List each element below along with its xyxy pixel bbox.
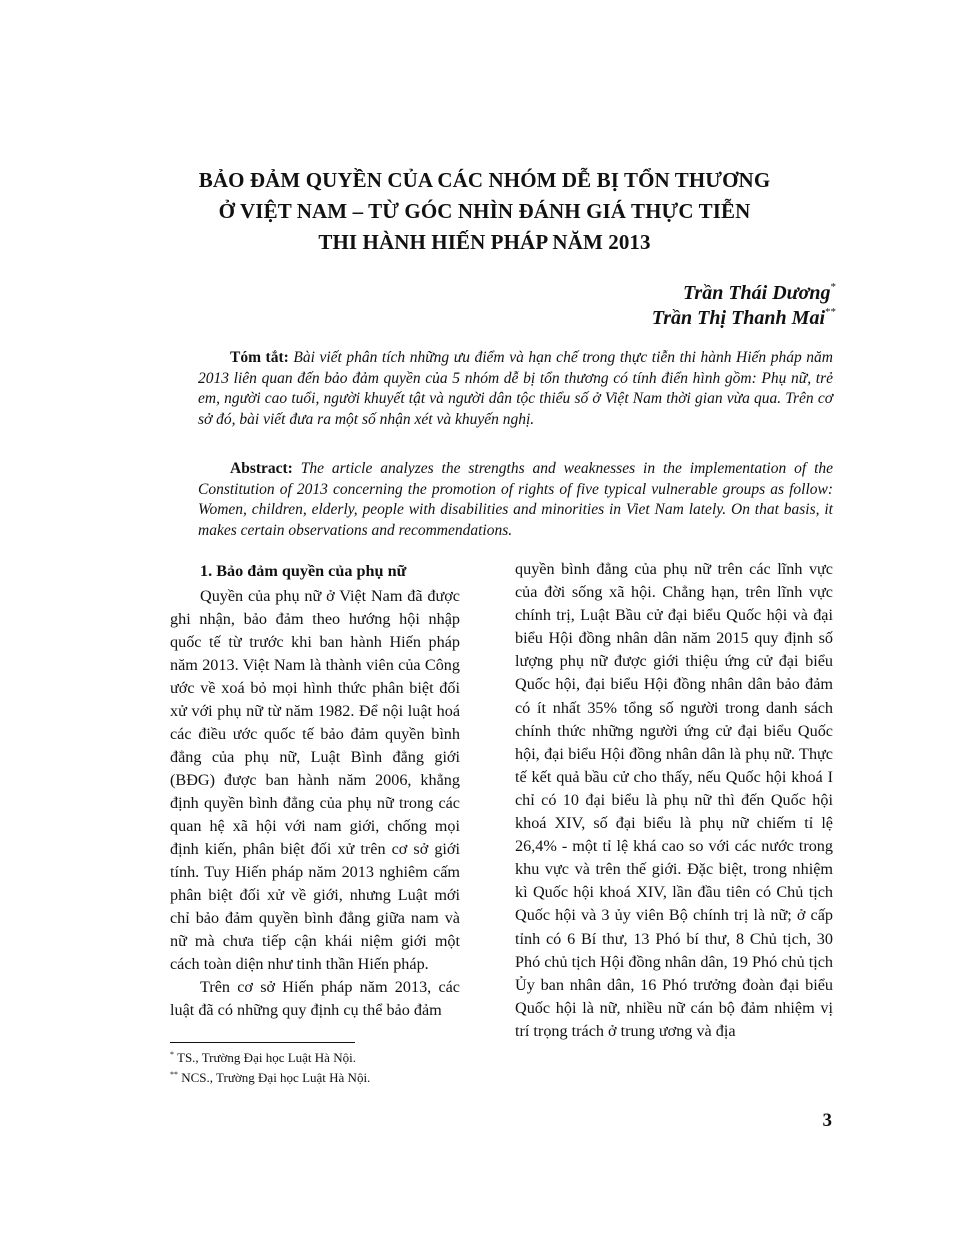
page-number: 3 [822, 1110, 832, 1131]
english-abstract [198, 459, 833, 541]
author-2 [652, 306, 836, 330]
summary-label: Tóm tắt: [230, 349, 289, 366]
author-name: Trần Thị Thanh Mai [651, 307, 825, 329]
body-paragraph: Trên cơ sở Hiến pháp năm 2013, các luật đã có những quy định cụ thể bảo đảm [170, 978, 460, 1019]
title-line: Ở VIỆT NAM – TỪ GÓC NHÌN ĐÁNH GIÁ THỰC TIỄN [218, 199, 751, 223]
right-column [515, 558, 833, 1043]
author-1 [683, 281, 836, 305]
footnote [170, 1049, 356, 1066]
footnote-text: TS., Trường Đại học Luật Hà Nội. [177, 1050, 356, 1065]
abstract-text: The article analyzes the strengths and weaknesses in the implementation of the Constitution of 2013 concerning the promotion of rights of five typical vulnerable groups as follow: Women, children, elderly, people with disabilities and minorities in Viet Nam lately. On that basis, it makes certain observations and recommendations. [198, 460, 834, 539]
author-footnote-mark: * [830, 281, 836, 293]
body-paragraph: quyền bình đẳng của phụ nữ trên các lĩnh vực của đời sống xã hội. Chẳng hạn, trên lĩnh vực chính trị, Luật Bầu cử đại biểu Quốc hội và đại biểu Hội đồng nhân dân năm 2015 quy định số lượng phụ nữ được giới thiệu ứng cử đại biểu Quốc hội, đại biểu Hội đồng nhân dân bảo đảm có ít nhất 35% tổng số người trong danh sách chính thức những người ứng cử đại biểu Quốc hội, đại biểu Hội đồng nhân dân là phụ nữ. Thực tế kết quả bầu cử cho thấy, nếu Quốc hội khoá I chỉ có 10 đại biểu là phụ nữ thì đến Quốc hội khoá XIV, số đại biểu là phụ nữ chiếm tỉ lệ 26,4% - một tỉ lệ khá cao so với các nước trong khu vực và trên thế giới. Đặc biệt, trong nhiệm kì Quốc hội khoá XIV, lần đầu tiên có Chủ tịch Quốc hội và 3 ủy viên Bộ chính trị là nữ; ở cấp tỉnh có 6 Bí thư, 13 Phó bí thư, 8 Chủ tịch, 30 Phó chủ tịch Hội đồng nhân dân, 19 Phó chủ tịch Ủy ban nhân dân, 16 Phó trưởng đoàn đại biểu Quốc hội là nữ, nhiều nữ cán bộ đảm nhiệm vị trí trọng trách ở trung ương và địa [515, 560, 833, 1040]
body-paragraph: Quyền của phụ nữ ở Việt Nam đã được ghi nhận, bảo đảm theo hướng hội nhập quốc tế từ trước khi ban hành Hiến pháp năm 2013. Việt Nam là thành viên của Công ước về xoá bỏ mọi hình thức phân biệt đối xử với phụ nữ từ năm 1982. Để nội luật hoá các điều ước quốc tế bảo đảm quyền bình đẳng của phụ nữ, Luật Bình đẳng giới (BĐG) được ban hành năm 2006, khẳng định quyền bình đẳng của phụ nữ trong các quan hệ xã hội với nam giới, chống mọi định kiến, phân biệt đối xử trên cơ sở giới tính. Tuy Hiến pháp năm 2013 nghiêm cấm phân biệt đối xử về giới, nhưng Luật mới chỉ bảo đảm quyền bình đẳng giữa nam và nữ mà chưa tiếp cận khái niệm giới một cách toàn diện như tinh thần Hiến pháp. [170, 587, 460, 973]
section-heading: 1. Bảo đảm quyền của phụ nữ [200, 562, 407, 580]
author-footnote-mark: ** [825, 306, 836, 318]
summary-text: Bài viết phân tích những ưu điểm và hạn chế trong thực tiễn thi hành Hiến pháp năm 2013 liên quan đến bảo đảm quyền của 5 nhóm dễ bị tổn thương có tính điển hình gồm: Phụ nữ, trẻ em, người cao tuổi, người khuyết tật và người dân tộc thiểu số ở Việt Nam thời gian vừa qua. Trên cơ sở đó, bài viết đưa ra một số nhận xét và khuyến nghị. [198, 349, 833, 428]
left-column [170, 560, 460, 1022]
footnote-mark: ** [170, 1070, 178, 1079]
author-name: Trần Thái Dương [682, 282, 831, 304]
vietnamese-summary [198, 348, 833, 430]
footnote-text: NCS., Trường Đại học Luật Hà Nội. [181, 1070, 371, 1085]
abstract-label: Abstract: [230, 460, 293, 477]
footnote-mark: * [170, 1050, 174, 1059]
article-title [120, 165, 849, 258]
footnote-divider [170, 1042, 355, 1043]
title-line: BẢO ĐẢM QUYỀN CỦA CÁC NHÓM DỄ BỊ TỔN THƯƠNG [198, 168, 771, 192]
title-line: THI HÀNH HIẾN PHÁP NĂM 2013 [318, 230, 651, 254]
footnote [170, 1069, 370, 1086]
